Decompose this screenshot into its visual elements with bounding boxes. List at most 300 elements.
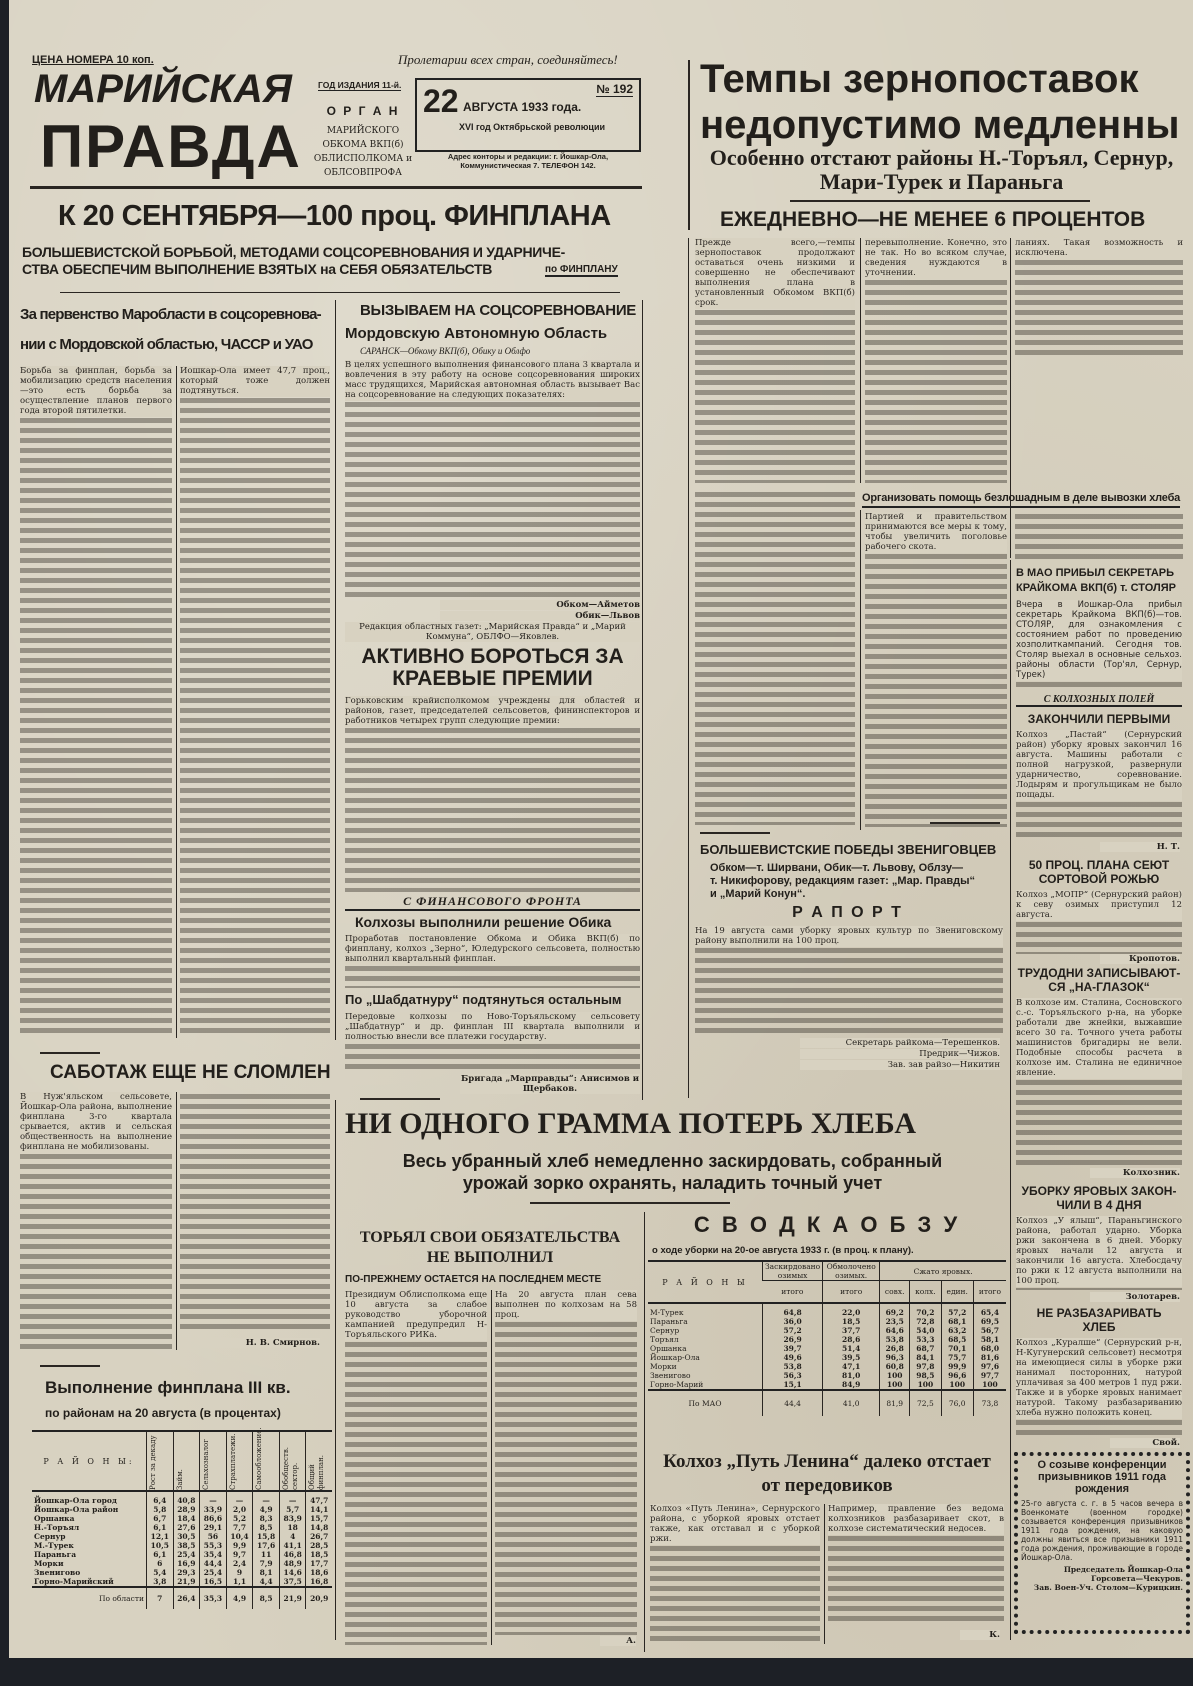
table-row [32,1559,332,1568]
organ-line: ОБЛСОВПРОФА [324,168,402,178]
horses-headline: Организовать помощь безлошадным в деле вывозки хлеба [862,490,1180,508]
table-cell: 7,9 [253,1559,280,1568]
divider [40,1052,100,1054]
table-cell: 76,0 [941,1390,973,1416]
table-cell: 69,5 [973,1317,1006,1326]
column-header: Обмолочено озимых. [823,1262,880,1281]
column-header: Заскирдовано озимых [763,1262,823,1281]
toryal-column: На 20 августа план сева выполнен по колхозам на 58 проц. [495,1290,637,1635]
table-cell: 9,7 [226,1550,253,1559]
table-cell: 17,7 [306,1559,332,1568]
table-cell: 81,6 [973,1353,1006,1362]
table-cell: 7,7 [226,1523,253,1532]
signature: Секретарь райкома—Терешенков. [800,1038,1000,1048]
rye-headline: 50 ПРОЦ. ПЛАНА СЕЮТ СОРТОВОЙ РОЖЬЮ [1028,858,1170,886]
table-cell: 68,1 [941,1317,973,1326]
table-cell: Морки [34,1559,64,1568]
table-row [648,1362,1006,1371]
table-cell: 6,1 [147,1523,174,1532]
table-cell: 18,6 [306,1568,332,1577]
table-cell: 1,1 [226,1577,253,1587]
organ-line: ОБЛИСПОЛКОМА и [313,154,413,164]
table-cell: 5,7 [279,1505,306,1514]
workday-body: В колхозе им. Сталина, Сосновского с.-с. Торъяльского р-на, на уборке работали две жнейки, выжавшие всего 30 га. Точного учета работы машинистов бригадиры не вели. Подобные способы расчета в колхозе им. Сталина не единичное явление. [1016,998,1182,1166]
table-cell: 54,0 [910,1326,941,1335]
left-article-column: Йошкар-Ола имеет 47,7 проц., который тоже должен подтянуться. [180,366,330,1038]
table-cell: 65,4 [973,1303,1006,1317]
issue-price: ЦЕНА НОМЕРА 10 коп. [32,54,154,66]
column-subheader: итого [823,1281,880,1304]
table-cell: 56,7 [973,1326,1006,1335]
table-row [32,1491,332,1505]
rye-body: Колхоз „МОПР“ (Сернурский район) к севу озимых приступил 12 августа. [1016,890,1182,954]
shabdatnur-headline: По „Шабдатнуру“ подтянуться остальным [345,992,622,1007]
table-cell: 22,0 [823,1303,880,1317]
table-cell: 70,1 [941,1344,973,1353]
zvenigovo-addressees: Обком—т. Ширвани, Обик—т. Львову, Облзу— т. Никифорову, редакциям газет: „Мар. Правды“ и „Марий Конун“. [710,862,975,900]
column-header: Займ. [173,1432,200,1491]
table-cell: 5,4 [147,1568,174,1577]
table-cell: 97,6 [973,1362,1006,1371]
table-cell: Йошкар-Ола [650,1353,700,1362]
left-article-column: Борьба за финплан, борьба за мобилизацию средств населения—это есть борьба за осуществление планов первого года второй пятилетки. [20,366,172,1038]
table-cell: 73,8 [973,1390,1006,1416]
table-cell: 84,9 [823,1380,880,1390]
table-cell: 68,0 [973,1344,1006,1353]
table-row [32,1577,332,1587]
table-cell: 84,1 [910,1353,941,1362]
divider [824,1504,825,1644]
table-cell: 26,4 [173,1587,200,1609]
table-cell: — [279,1491,306,1505]
divider [860,510,861,830]
table-cell: 72,8 [910,1317,941,1326]
table-cell: 37,5 [279,1577,306,1587]
table-cell: 4,9 [226,1587,253,1609]
table-cell: 18,4 [173,1514,200,1523]
divider [360,1098,440,1100]
divider [860,238,861,483]
divider [176,1092,177,1350]
table-cell: 6,1 [147,1550,174,1559]
signature: Зав. зав райзо—Никитин [800,1060,1000,1070]
kolkhozes-headline: Колхозы выполнили решение Обика [355,914,612,930]
signature: Редакция областных газет: „Марийская Правда“ и „Марий Коммуна“, ОБЛФО—Яковлев. [345,622,640,642]
grain-column: ланиях. Такая возможность и исключена. [1015,238,1183,358]
divider [642,300,643,1100]
table-cell: 6,7 [147,1514,174,1523]
table-cell: 51,4 [823,1344,880,1353]
table-cell: 5,2 [226,1514,253,1523]
bread-headline: НИ ОДНОГО ГРАММА ПОТЕРЬ ХЛЕБА [345,1107,917,1140]
table-cell: 9 [226,1568,253,1577]
slogan: Пролетарии всех стран, соединяйтесь! [398,52,618,67]
table-cell: 97,7 [973,1371,1006,1380]
table-cell: Оршанка [34,1514,75,1523]
svodka-table [648,1260,1006,1416]
horses-body: Партией и правительством принимаются все меры к тому, чтобы увеличить поголовье рабочего скота. [865,512,1007,827]
table-cell: 8,3 [253,1514,280,1523]
table-cell: Морки [650,1362,677,1371]
table-cell: 29,3 [173,1568,200,1577]
table-cell: 86,6 [200,1514,227,1523]
table-cell: 68,5 [941,1335,973,1344]
table-cell: 9,9 [226,1541,253,1550]
table-cell: 47,1 [823,1362,880,1371]
divider [700,832,770,834]
masthead-title-top: МАРИЙСКАЯ [34,67,292,111]
svodka-title: С В О Д К А О Б З У [693,1212,961,1237]
zvenigovo-body: На 19 августа сами уборку яровых культур по Звениговскому району выполнили на 100 проц. [695,926,1003,1036]
column-header: Р А Й О Н Ы: [43,1456,135,1466]
workday-headline: ТРУДОДНИ ЗАПИСЫВАЮТ- СЯ „НА-ГЛАЗОК“ [1017,966,1181,994]
table-cell: 37,7 [823,1326,880,1335]
table-cell: 100 [973,1380,1006,1390]
table-cell: М.-Турек [34,1541,74,1550]
table-row [32,1523,332,1532]
table-cell: Звенигово [650,1371,691,1380]
table-cell: 99,9 [941,1362,973,1371]
table-cell: 4 [279,1532,306,1541]
table-cell: 41,1 [279,1541,306,1550]
table-cell: 57,2 [941,1303,973,1317]
editorial-address: Адрес конторы и редакции: г. Йошкар-Ола, Коммунистическая 7. ТЕЛЕФОН 142. [447,152,609,170]
organ-line: ОБКОМА ВКП(б) [322,140,404,150]
table-cell: Оршанка [650,1344,687,1353]
signature: Предрик—Чижов. [800,1049,1000,1059]
table-row [648,1371,1006,1380]
table-cell: Йошкар-Ола район [34,1505,119,1514]
table-cell: 18,5 [306,1550,332,1559]
table-cell: 26,8 [880,1344,910,1353]
table-cell: 40,8 [173,1491,200,1505]
table-cell: 5,8 [147,1505,174,1514]
divider [335,1100,336,1640]
table-cell: 11 [253,1550,280,1559]
table-cell: 26,7 [306,1532,332,1541]
stolar-headline: В МАО ПРИБЫЛ СЕКРЕТАРЬ КРАЙКОМА ВКП(б) т. СТОЛЯР [1016,567,1176,594]
table-cell: 27,6 [173,1523,200,1532]
grain-column [695,490,855,825]
table-cell: Сернур [34,1532,66,1541]
table-cell: М-Турек [650,1308,684,1317]
lenin-headline: Колхоз „Путь Ленина“ далеко отстает от передовиков [663,1451,991,1496]
table-cell: 16,8 [306,1577,332,1587]
table-cell: 96,3 [880,1353,910,1362]
signature: Н. Т. [1100,842,1180,852]
table-cell: 18 [279,1523,306,1532]
table-cell: Параньга [650,1317,688,1326]
column-header: Рост за декаду [147,1432,174,1491]
table-cell: 56,3 [763,1371,823,1380]
table-row [648,1317,1006,1326]
table-cell: 46,8 [279,1550,306,1559]
table-cell: 21,9 [173,1577,200,1587]
column-subheader: итого [781,1287,804,1296]
signature: Н. В. Смирнов. [200,1338,320,1348]
table-cell: 64,6 [880,1326,910,1335]
signature: Золотарев. [1090,1292,1180,1302]
organ-publishers [312,124,414,180]
divider [688,238,689,1098]
table-total-row [32,1587,332,1609]
table-row [32,1505,332,1514]
table-cell: Йошкар-Ола город [34,1496,117,1505]
toryal-column: Президиум Облисполкома еще 10 августа за слабое руководство уборочной кампанией предупредил Н-Торъяльского РИКа. [345,1290,487,1645]
table-cell: 53,3 [910,1335,941,1344]
lead-subhead: БОЛЬШЕВИСТСКОЙ БОРЬБОЙ, МЕТОДАМИ СОЦСОРЕВНОВАНИЯ И УДАРНИЧЕ- СТВА ОБЕСПЕЧИМ ВЫПОЛНЕНИЕ ВЗЯТЫХ на СЕБЯ ОБЯЗАТЕЛЬСТВ [22,244,565,277]
table-cell: 10,5 [147,1541,174,1550]
toryal-headline: ТОРЬЯЛ СВОИ ОБЯЗАТЕЛЬСТВА НЕ ВЫПОЛНИЛ [359,1229,621,1266]
table-row [32,1541,332,1550]
table-cell: 26,9 [763,1335,823,1344]
table-cell: 8,5 [253,1587,280,1609]
table-cell: 100 [941,1380,973,1390]
divider [1010,238,1011,558]
table-row [648,1380,1006,1390]
signature: Зав. Воен-Уч. Столом—Курицкин. [1033,1583,1183,1592]
table-cell: По области [98,1594,144,1603]
table-cell: По МАО [688,1399,722,1408]
premiums-body: Горьковским крайисполкомом учреждены для областей и районов, газет, председателей сельсоветов, фининспекторов и работников четырех групп следующие премии: [345,696,640,892]
table-cell: Параньга [34,1550,77,1559]
table-row [648,1353,1006,1362]
table-cell: 6,4 [147,1491,174,1505]
conscript-notice [1014,1452,1190,1634]
table-cell: 72,5 [910,1390,941,1416]
grain-headline: Темпы зернопоставок недопустимо медленны [700,57,1180,147]
lead-subhead-tail: по ФИНПЛАНУ [545,264,618,275]
toryal-subhead: ПО-ПРЕЖНЕМУ ОСТАЕТСЯ НА ПОСЛЕДНЕМ МЕСТЕ [345,1274,602,1285]
table-row [32,1532,332,1541]
organ-label: О Р Г А Н [326,104,400,118]
table-row [32,1514,332,1523]
sabotage-column: В Нуж'яльском сельсовете, Йошкар-Ола района, выполнение финплана 3-го квартала срывается, актив и сельская общественность на выполнение финплана не мобилизованы. [20,1092,172,1350]
column-header: Самообложение. [253,1432,280,1491]
zvenigovo-headline: БОЛЬШЕВИСТСКИЕ ПОБЕДЫ ЗВЕНИГОВЦЕВ [700,842,997,857]
table-cell: 83,9 [279,1514,306,1523]
table-cell: 49,6 [763,1353,823,1362]
table-cell: 47,7 [306,1491,332,1505]
table-cell: Сернур [650,1326,680,1335]
table-cell: 41,0 [823,1390,880,1416]
divider [60,292,620,293]
table-cell: Н.-Торъял [34,1523,80,1532]
divider [930,822,1000,824]
challenge-dateline: САРАНСК—Обкому ВКП(б), Обику и Облфо [360,346,531,356]
stolar-body: Вчера в Йошкар-Ола прибыл секретарь Крайкома ВКП(б)—тов. СТОЛЯР, для ознакомления с состоянием работ по проведению хозполиткампаний. Сегодня тов. Столяр выехал в основные сельхоз. районы области (Тор'ял, Сернур, Турек) [1016,600,1182,692]
column-subheader: совх. [880,1281,910,1304]
notice-title: О созыве конференции призывников 1911 года рождения [1037,1459,1167,1495]
table-cell: 15,7 [306,1514,332,1523]
table-row [32,1568,332,1577]
table-cell: 33,9 [200,1505,227,1514]
table-cell: 16,9 [173,1559,200,1568]
table-cell: 25,4 [173,1550,200,1559]
premiums-headline: АКТИВНО БОРОТЬСЯ ЗА КРАЕВЫЕ ПРЕМИИ [361,645,624,690]
divider [491,1290,492,1645]
grain-subtitle: Особенно отстают районы Н.-Торъял, Сернур, Мари-Турек и Параньга [709,145,1174,194]
spring-headline: УБОРКУ ЯРОВЫХ ЗАКОН- ЧИЛИ В 4 ДНЯ [1021,1184,1177,1212]
grain-column: Прежде всего,—темпы зернопоставок продолжают оставаться очень низкими и совершенно не обеспечивают выполнения плана в установленный Обкомом ВКП(б) срок. [695,238,855,483]
table-cell: 14,1 [306,1505,332,1514]
table-cell: 3,8 [147,1577,174,1587]
challenge-headline: ВЫЗЫВАЕМ НА СОЦСОРЕВНОВАНИЕ [360,302,637,319]
table-cell: 44,4 [200,1559,227,1568]
signature: Бригада „Марправды“: Анисимов и Щербаков. [460,1074,639,1094]
table-cell: 98,5 [910,1371,941,1380]
table-cell: 35,3 [200,1587,227,1609]
table-cell: 97,8 [910,1362,941,1371]
table-cell: 56 [200,1532,227,1541]
table-cell: Горно-Марийский [34,1577,114,1586]
notice-body: 25-го августа с. г. в 5 часов вечера в Военкомате (военном городке) созывается конференция призывников 1911 года рождения, на каковую должны явиться все призывники 1911 года рождения, проживающие в городе Йошкар-Ола. [1021,1499,1183,1562]
table-cell: 17,6 [253,1541,280,1550]
table-cell: — [200,1491,227,1505]
column-header: Обобществ. сектор. [279,1432,306,1491]
horses-body [1015,512,1183,560]
table-cell: 81,9 [880,1390,910,1416]
table-cell: Горно-Марий [650,1380,704,1389]
challenge-subtitle: Мордовскую Автономную Область [345,325,608,342]
grain-column: перевыполнение. Конечно, это не так. Но во всяком случае, сведения нуждаются в уточнении. [865,238,1007,483]
signature: Обком—Айметов [440,600,640,610]
table-cell: 68,7 [910,1344,941,1353]
table-cell: 57,2 [763,1326,823,1335]
table-cell: 18,5 [823,1317,880,1326]
divider [688,60,690,230]
table-row [648,1326,1006,1335]
issue-date: АВГУСТА 1933 года. [463,100,582,114]
first-body: Колхоз „Пастай“ (Сернурский район) уборку яровых закончил 16 августа. Машины работали с полной нагрузкой, развернули ударничество, соревнование. Лодырям и прогульщикам не было пощады. [1016,730,1182,842]
table-cell: 23,5 [880,1317,910,1326]
issue-day: 22 [423,83,459,119]
publication-year: ГОД ИЗДАНИЯ 11-й. [318,80,402,90]
signature: Кропотов. [1100,954,1180,964]
table-cell: 15,1 [763,1380,823,1390]
spring-body: Колхоз „У ялыш“, Параньгинского района, работал ударно. Уборка ржи закончена в 6 дней. Уборку яровых начали 12 августа и закончили 16 августа. Хлебосдачу по ржи к 12 августа выполнили на 100 проц. [1016,1216,1182,1290]
finplan-table [32,1427,332,1609]
sabotage-column [180,1092,330,1332]
rubric: С ФИНАНСОВОГО ФРОНТА [345,894,640,911]
divider [40,1365,100,1367]
table-cell: 38,5 [173,1541,200,1550]
column-header: Сельхозналог [200,1432,227,1491]
waste-body: Колхоз „Куралше“ (Сернурский р-н, Н-Кугунерский сельсовет) несмотря на имеющиеся силы в уборке ржи нанимал посторонних, натурой уплачивая за 400 метров 1 пуд ржи. Также и в уборке яровых нанимает натурой. Такому разбазариванию хлеба нужно положить конец. [1016,1338,1182,1438]
divider [176,366,177,1038]
column-header: Общий финплан. [306,1432,332,1491]
table-cell: 69,2 [880,1303,910,1317]
table-cell: 6 [147,1559,174,1568]
finplan-table-subtitle: по районам на 20 августа (в процентах) [45,1406,281,1420]
table-cell: 58,1 [973,1335,1006,1344]
issue-date-box [415,78,641,152]
column-subheader: колх. [910,1281,941,1304]
table-cell: 14,8 [306,1523,332,1532]
table-row [648,1335,1006,1344]
divider [644,1212,645,1652]
signature: К. [960,1630,1000,1640]
table-cell: 2,0 [226,1505,253,1514]
table-cell: 10,4 [226,1532,253,1541]
signature: А. [600,1636,636,1646]
issue-number: № 192 [596,82,633,96]
sabotage-headline: САБОТАЖ ЕЩЕ НЕ СЛОМЛЕН [50,1062,331,1083]
table-cell: 14,6 [279,1568,306,1577]
table-cell: 100 [880,1380,910,1390]
table-cell: 30,5 [173,1532,200,1541]
table-row [648,1303,1006,1317]
lead-headline: К 20 СЕНТЯБРЯ—100 проц. ФИНПЛАНА [58,200,611,232]
table-cell: 48,9 [279,1559,306,1568]
table-cell: 35,4 [200,1550,227,1559]
challenge-body: В целях успешного выполнения финансового плана 3 квартала и вовлечения в эту работу на основе соцсоревнования широких масс трудящихся, Марийская автономная область вызывает Вас на соцсоревнование на следующих показателях: [345,360,640,598]
divider [790,200,1090,202]
table-cell: 53,8 [880,1335,910,1344]
table-cell: 29,1 [200,1523,227,1532]
table-cell: 21,9 [279,1587,306,1609]
table-cell: 16,5 [200,1577,227,1587]
table-cell: Торъял [650,1335,679,1344]
first-headline: ЗАКОНЧИЛИ ПЕРВЫМИ [1027,712,1171,726]
grain-kicker: ЕЖЕДНЕВНО—НЕ МЕНЕЕ 6 ПРОЦЕНТОВ [720,208,1146,231]
table-row [32,1550,332,1559]
table-cell: — [226,1491,253,1505]
table-cell: 36,0 [763,1317,823,1326]
lenin-column: Например, правление без ведома колхозников разбазаривает скот, в колхозе систематический недосев. [828,1504,1004,1624]
left-article-headline: За первенство Маробласти в соцсоревнова- нии с Мордовской областью, ЧАССР и УАО [20,306,321,353]
column-header: Р А Й О Н Ы [662,1277,748,1287]
table-cell: 39,5 [823,1353,880,1362]
divider [1010,560,1011,1640]
table-cell: 28,6 [823,1335,880,1344]
lenin-column: Колхоз «Путь Ленина», Сернурского района, с уборкой яровых отстает также, как отставал и с уборкой ржи. [650,1504,820,1644]
table-cell: 63,2 [941,1326,973,1335]
report-title: Р А П О Р Т [792,904,903,921]
shabdatnur-body: Передовые колхозы по Ново-Торъяльскому сельсовету „Шабдатнур“ и др. финплан III квартала выполнили и полностью внесли все платежи государству. [345,1012,640,1072]
table-cell: 55,3 [200,1541,227,1550]
table-cell: 60,8 [880,1362,910,1371]
table-cell: Звенигово [34,1568,81,1577]
table-cell: 64,8 [763,1303,823,1317]
table-cell: 75,7 [941,1353,973,1362]
divider [335,300,336,1040]
table-cell: 81,0 [823,1371,880,1380]
table-cell: 15,8 [253,1532,280,1541]
column-subheader: итого [973,1281,1006,1304]
table-cell: 8,1 [253,1568,280,1577]
bread-subhead: Весь убранный хлеб немедленно заскирдовать, собранный урожай зорко охранять, наладить точный учет [402,1151,943,1193]
table-cell: 25,4 [200,1568,227,1577]
organ-line: МАРИЙСКОГО [326,126,400,136]
table-cell: 20,9 [306,1587,332,1609]
signature: Обик—Львов [440,611,640,621]
table-cell: 70,2 [910,1303,941,1317]
column-subheader: един. [941,1281,973,1304]
svodka-subtitle: о ходе уборки на 20-ое августа 1933 г. (в проц. к плану). [652,1245,914,1256]
table-cell: 100 [880,1371,910,1380]
table-cell: 4,9 [253,1505,280,1514]
divider [530,1202,730,1204]
table-cell: 4,4 [253,1577,280,1587]
signature: Колхозник. [1090,1168,1180,1178]
column-header: Сжато яровых. [880,1262,1006,1281]
table-cell: 53,8 [763,1362,823,1371]
divider [30,186,642,189]
table-cell: 96,6 [941,1371,973,1380]
table-cell: 28,5 [306,1541,332,1550]
waste-headline: НЕ РАЗБАЗАРИВАТЬ ХЛЕБ [1036,1306,1162,1334]
